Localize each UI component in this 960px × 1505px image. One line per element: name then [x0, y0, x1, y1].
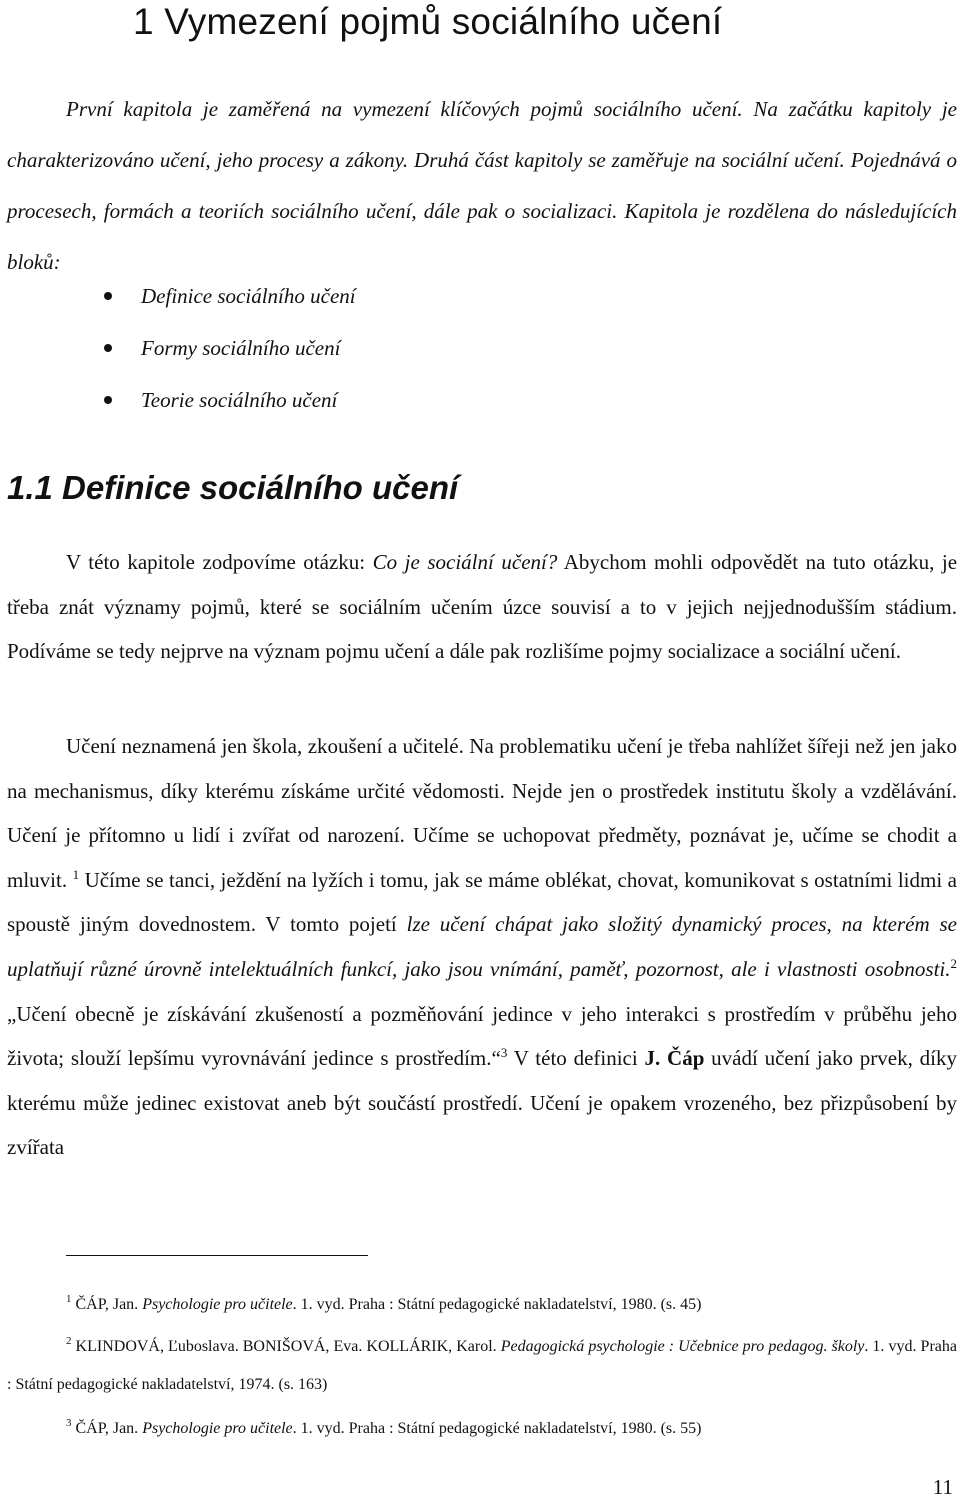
author-name: J. Čáp: [644, 1046, 705, 1071]
footnote-number: 1: [66, 1293, 72, 1305]
page-number: 11: [932, 1475, 953, 1499]
footnote-text: KLINDOVÁ, Ľuboslava. BONIŠOVÁ, Eva. KOLLÁRIK, Karol.: [71, 1338, 501, 1355]
text-run: uvádí učení jako prvek, díky kterému může jedinec existovat aneb být součástí prostředí. Učení je opakem vrozeného, bez přizpůsobení by zvířata: [7, 1046, 957, 1160]
chapter-blocks-list: [0, 272, 356, 428]
footnote-text: . 1. vyd. Praha : Státní pedagogické nakladatelství, 1980. (s. 45): [292, 1296, 702, 1313]
footnote-ref-1: 1: [72, 866, 80, 882]
footnote-1: [7, 1286, 957, 1324]
quoted-definition: lze učení chápat jako složitý dynamický proces, na kterém se uplatňují různé úrovně intelektuálních funkcí, jako jsou vnímání, paměť, pozornost, ale i vlastnosti osobnosti.: [7, 912, 957, 981]
list-item: [0, 272, 356, 324]
bullet-icon: [104, 344, 112, 352]
text-run: Učíme se tanci, ježdění na lyžích i tomu, jak se máme oblékat, chovat, komunikovat s ostatními lidmi a spoustě jiným dovednostem. V tomto pojetí: [7, 867, 957, 937]
text-run: V této definici: [507, 1046, 645, 1071]
section-paragraph-1: [7, 540, 957, 674]
footnote-ref-3: 3: [500, 1045, 508, 1061]
footnote-separator: [66, 1255, 368, 1256]
text-run: Učení neznamená jen škola, zkoušení a učitelé. Na problematiku učení je třeba nahlížet šířeji než jen jako na mechanismus, díky kterému získáme určité vědomosti. Nejde jen o prostředek institutu školy a vzdělávání. Učení je přítomno u lidí i zvířat od narození. Učíme se uchopovat předměty, poznávat je, učíme se chodit a mluvit.: [7, 734, 957, 892]
footnote-book-title: Pedagogická psychologie : Učebnice pro pedagog. školy: [500, 1338, 865, 1355]
bullet-icon: [104, 396, 112, 404]
footnote-text: . 1. vyd. Praha : Státní pedagogické nakladatelství, 1980. (s. 55): [292, 1420, 702, 1437]
footnote-text: ČÁP, Jan.: [71, 1420, 143, 1437]
question-text: Co je sociální učení?: [372, 550, 558, 574]
chapter-intro: První kapitola je zaměřená na vymezení klíčových pojmů sociálního učení. Na začátku kapitoly je charakterizováno učení, jeho procesy a zákony. Druhá část kapitoly se zaměřuje na sociální učení. Pojednává o procesech, formách a teoriích sociálního učení, dále pak o socializaci. Kapitola je rozdělena do následujících bloků:: [7, 97, 957, 274]
text-run: V této kapitole zodpovíme otázku:: [66, 550, 373, 574]
footnote-number: 3: [66, 1417, 72, 1429]
list-item: [0, 376, 356, 428]
list-item: [0, 324, 356, 376]
chapter-title: 1 Vymezení pojmů sociálního učení: [133, 1, 723, 42]
footnote-book-title: Psychologie pro učitele: [142, 1296, 293, 1313]
list-item-label: Formy sociálního učení: [141, 336, 341, 360]
section-title: 1.1 Definice sociálního učení: [7, 469, 459, 506]
footnote-2: [7, 1328, 957, 1404]
text-run: „Učení obecně je získávání zkušeností a pozměňování jedince v jeho interakci s prostředím v průběhu jeho života; slouží lepšímu vyrovnávání jedince s prostředím.“: [7, 1001, 957, 1071]
text-run: Abychom mohli odpovědět na tuto otázku, je třeba znát významy pojmů, které se sociálním učením úzce souvisí a to v jejich nejjednodušším stádium. Podíváme se tedy nejprve na význam pojmu učení a dále pak rozlišíme pojmy socializace a sociální učení.: [7, 550, 958, 664]
footnote-3: [7, 1410, 957, 1448]
footnote-text: . 1. vyd. Praha : Státní pedagogické nakladatelství, 1974. (s. 163): [7, 1338, 957, 1393]
footnote-ref-2: 2: [950, 955, 957, 971]
section-paragraph-2: [7, 724, 957, 1170]
footnote-text: ČÁP, Jan.: [71, 1296, 143, 1313]
bullet-icon: [104, 292, 112, 300]
footnote-book-title: Psychologie pro učitele: [142, 1420, 293, 1437]
list-item-label: Teorie sociálního učení: [141, 388, 338, 412]
list-item-label: Definice sociálního učení: [141, 284, 356, 308]
footnote-number: 2: [66, 1335, 72, 1347]
